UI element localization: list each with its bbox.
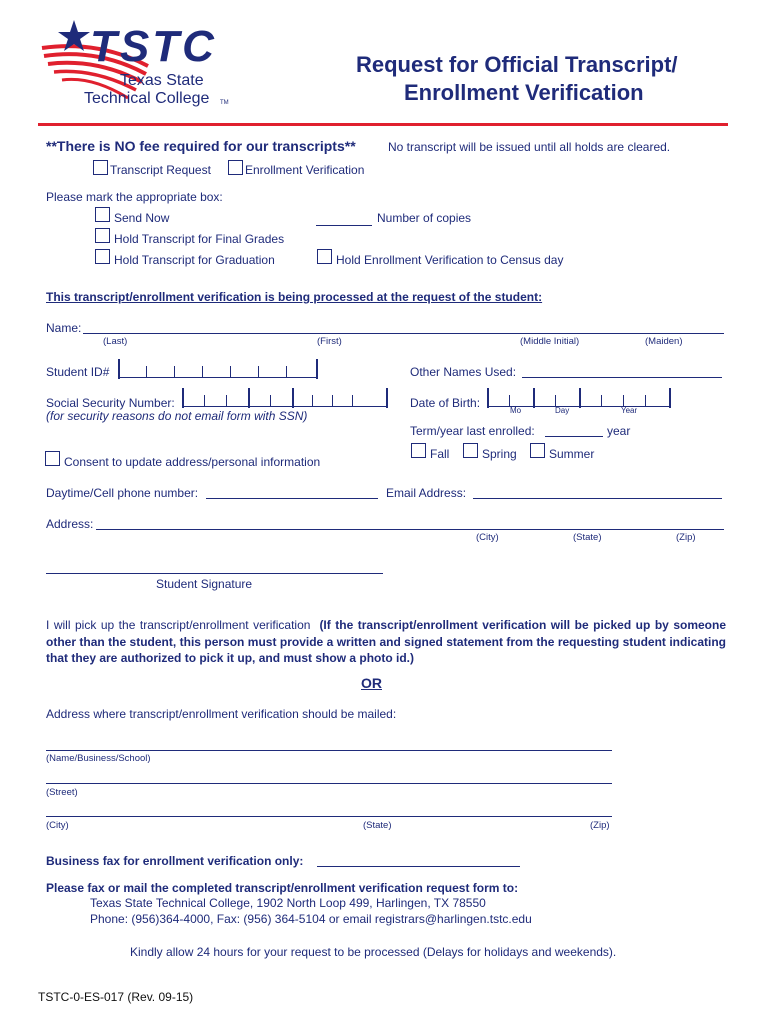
send-now-label: Send Now	[114, 211, 170, 225]
transcript-request-checkbox[interactable]	[93, 160, 108, 175]
email-label: Email Address:	[386, 486, 467, 500]
logo-line2: Technical College	[84, 90, 210, 107]
phone-label: Daytime/Cell phone number:	[46, 486, 199, 500]
enrollment-verification-label: Enrollment Verification	[245, 163, 365, 177]
name-label: Name:	[46, 321, 82, 335]
mail-label: Address where transcript/enrollment verification should be mailed:	[46, 707, 397, 721]
hold-graduation-label: Hold Transcript for Graduation	[114, 253, 275, 267]
enrollment-verification-checkbox[interactable]	[228, 160, 243, 175]
fall-label: Fall	[430, 447, 450, 461]
mail-city-field[interactable]	[46, 816, 612, 817]
address-label: Address:	[46, 517, 94, 531]
dob-year-caption: Year	[621, 406, 638, 415]
address-state-caption: (State)	[573, 532, 602, 543]
mail-name-caption: (Name/Business/School)	[46, 753, 151, 764]
dob-mo-caption: Mo	[510, 406, 522, 415]
ssn-label: Social Security Number:	[46, 396, 175, 410]
form-title-line2: Enrollment Verification	[404, 80, 644, 105]
student-id-label: Student ID#	[46, 365, 110, 379]
signature-field[interactable]	[46, 573, 383, 574]
consent-label: Consent to update address/personal information	[64, 455, 321, 469]
address-city-caption: (City)	[476, 532, 499, 543]
student-id-field[interactable]	[118, 357, 318, 379]
logo	[38, 18, 228, 113]
fee-notice: **There is NO fee required for our transcripts**	[46, 138, 356, 154]
fall-checkbox[interactable]	[411, 443, 426, 458]
logo-line1: Texas State	[120, 72, 204, 89]
signature-caption: Student Signature	[156, 577, 253, 591]
phone-field[interactable]	[206, 498, 378, 499]
mail-city-caption: (City)	[46, 820, 69, 831]
allow-note: Kindly allow 24 hours for your request to be processed (Delays for holidays and weekends).	[130, 945, 617, 959]
or-divider: OR	[361, 675, 382, 691]
name-last-caption: (Last)	[103, 336, 128, 347]
term-field[interactable]	[545, 436, 603, 437]
copies-label: Number of copies	[377, 211, 472, 225]
fax-field[interactable]	[317, 866, 520, 867]
copies-field[interactable]	[316, 225, 372, 226]
name-field[interactable]	[83, 333, 724, 334]
hold-census-checkbox[interactable]	[317, 249, 332, 264]
mail-state-caption: (State)	[363, 820, 392, 831]
other-names-label: Other Names Used:	[410, 365, 517, 379]
mail-street-field[interactable]	[46, 783, 612, 784]
hold-graduation-checkbox[interactable]	[95, 249, 110, 264]
mark-box-prompt: Please mark the appropriate box:	[46, 190, 223, 204]
address-field[interactable]	[96, 529, 724, 530]
processed-note: This transcript/enrollment verification is being processed at the request of the student:	[46, 290, 543, 304]
pickup-bold: (If the transcript/enrollment verification will be picked up by someone other than the student, this person must provide a written and signed statement from the requesting student indicating that they are authorized to pick it up, and must show a photo id.)	[46, 618, 727, 665]
spring-label: Spring	[482, 447, 517, 461]
send-now-checkbox[interactable]	[95, 207, 110, 222]
transcript-request-label: Transcript Request	[110, 163, 211, 177]
other-names-field[interactable]	[522, 377, 722, 378]
form-id: TSTC-0-ES-017 (Rev. 09-15)	[38, 990, 194, 1004]
mail-zip-caption: (Zip)	[590, 820, 610, 831]
dob-day-caption: Day	[555, 406, 570, 415]
pickup-normal: I will pick up the transcript/enrollment verification	[46, 618, 311, 632]
holds-note: No transcript will be issued until all holds are cleared.	[388, 140, 671, 154]
dob-field[interactable]	[487, 386, 671, 408]
consent-checkbox[interactable]	[45, 451, 60, 466]
logo-abbr: TSTC	[90, 22, 217, 71]
name-middle-caption: (Middle Initial)	[520, 336, 580, 347]
logo-tm: TM	[220, 100, 229, 106]
summer-label: Summer	[549, 447, 595, 461]
form-title-line1: Request for Official Transcript/	[356, 52, 678, 77]
summer-checkbox[interactable]	[530, 443, 545, 458]
email-field[interactable]	[473, 498, 722, 499]
hold-final-grades-label: Hold Transcript for Final Grades	[114, 232, 285, 246]
name-maiden-caption: (Maiden)	[645, 336, 683, 347]
mail-street-caption: (Street)	[46, 787, 78, 798]
pickup-paragraph	[46, 617, 726, 667]
term-year-suffix: year	[607, 424, 631, 438]
name-first-caption: (First)	[317, 336, 342, 347]
ssn-note: (for security reasons do not email form with SSN)	[46, 409, 308, 423]
ssn-field[interactable]	[182, 386, 388, 408]
mail-name-field[interactable]	[46, 750, 612, 751]
hold-census-label: Hold Enrollment Verification to Census day	[336, 253, 564, 267]
contact-phone: Phone: (956)364-4000, Fax: (956) 364-5104 or email registrars@harlingen.tstc.edu	[90, 912, 532, 926]
term-label: Term/year last enrolled:	[410, 424, 535, 438]
contact-heading: Please fax or mail the completed transcript/enrollment verification request form to:	[46, 881, 519, 895]
spring-checkbox[interactable]	[463, 443, 478, 458]
fax-label: Business fax for enrollment verification only:	[46, 854, 304, 868]
contact-address: Texas State Technical College, 1902 North Loop 499, Harlingen, TX 78550	[90, 896, 486, 910]
hold-final-grades-checkbox[interactable]	[95, 228, 110, 243]
dob-label: Date of Birth:	[410, 396, 481, 410]
title-divider	[38, 123, 728, 126]
address-zip-caption: (Zip)	[676, 532, 696, 543]
